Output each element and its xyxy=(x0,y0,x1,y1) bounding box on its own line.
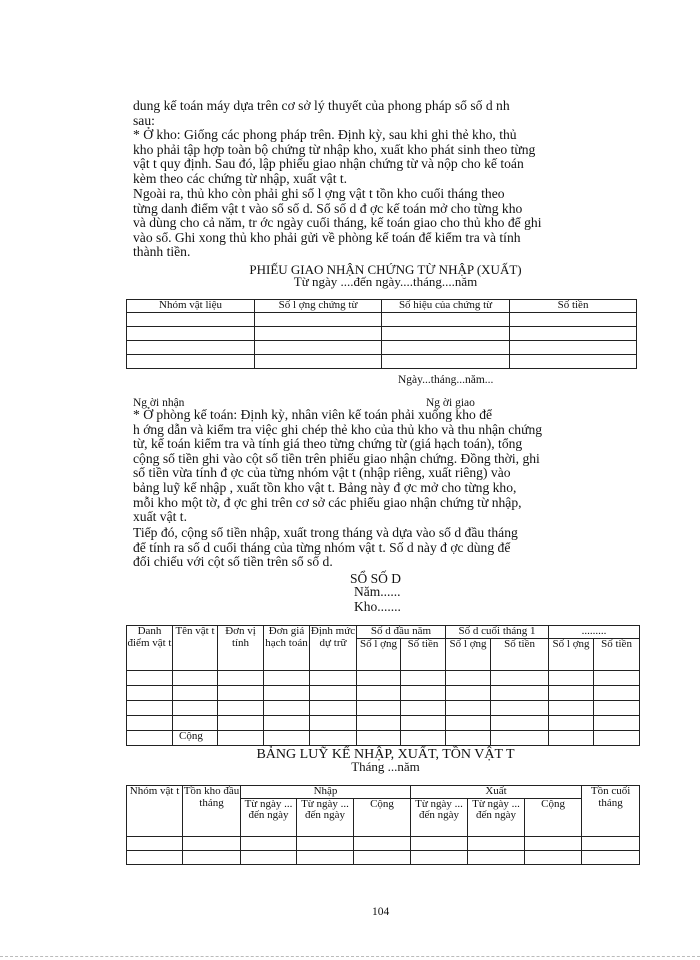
table-row xyxy=(127,700,640,715)
sub-cong: Cộng xyxy=(525,798,582,836)
form1-title: PHIẾU GIAO NHẬN CHỨNG TỪ NHẬP (XUẤT) xyxy=(249,262,522,277)
paragraph-warehouse: * Ở kho: Giống các phong pháp trên. Định kỳ, sau khi ghi thẻ kho, thủ kho phải tập hợp toàn bộ chứng từ nhập kho, xuất kho phát sinh theo từng vật t quy định. Sau đó, lập phiếu giao nhận chứng từ và nộp cho kế toán kèm theo các chứng từ nhập, xuất vật t. xyxy=(133,127,536,186)
table-row xyxy=(127,836,640,850)
paragraph-next: Tiếp đó, cộng số tiền nhập, xuất trong tháng và dựa vào số d đầu tháng để tính ra số d cuối tháng của từng nhóm vật t. Số d này đ ợc dùng để đối chiếu với cột số tiền trên sổ số d. xyxy=(133,525,518,570)
paragraph-accounting: * Ở phòng kế toán: Định kỳ, nhân viên kế toán phải xuống kho để h ớng dẫn và kiểm tra việc ghi chép thẻ kho của thủ kho và thu nhận chứng từ, kế toán kiểm tra và tính giá theo từng chứng từ (giá hạch toán), tổng cộng số tiền ghi vào cột số tiền trên phiếu giao nhận chứng. Đồng thời, ghi số tiền vừa tính đ ợc của từng nhóm vật t (nhập riêng, xuất riêng) vào bảng luỹ kế nhập , xuất tồn kho vật t. Bảng này đ ợc mở cho từng kho, mỗi kho một tờ, đ ợc ghi trên cơ sở các phiếu giao nhận chứng từ nhập, xuất vật t. xyxy=(133,407,543,525)
sub-tu-ngay: Từ ngày ... đến ngày xyxy=(297,798,354,836)
table-row xyxy=(127,313,637,327)
paragraph-additional: Ngoài ra, thủ kho còn phải ghi số l ợng vật t tồn kho cuối tháng theo từng danh điểm vật t vào sổ số d. Sổ số d đ ợc kế toán mở cho từng kho và dùng cho cả năm, tr ớc ngày cuối tháng, kế toán giao cho thủ kho để ghi vào sổ. Ghi xong thủ kho phải gửi về phòng kế toán để kiểm tra và tính thành tiền. xyxy=(133,186,542,260)
col-dinh-muc: Định mức dự trữ xyxy=(310,626,357,671)
form3-subtitle: Tháng ...năm xyxy=(351,759,420,774)
col-ten-vat-tu: Tên vật t xyxy=(173,626,218,671)
sub-tu-ngay: Từ ngày ... đến ngày xyxy=(241,798,297,836)
form3-title: BẢNG LUỸ KẾ NHẬP, XUẤT, TỒN VẬT T xyxy=(256,747,515,762)
sub-so-luong: Số l ợng xyxy=(357,638,401,670)
col-so-du-dau-nam: Số d đầu năm xyxy=(357,626,446,639)
form2-table xyxy=(126,625,640,746)
table-row xyxy=(127,355,637,369)
table-row xyxy=(127,327,637,341)
total-row xyxy=(127,730,640,745)
col-so-tien: Số tiền xyxy=(510,300,637,313)
col-nhom-vat-lieu: Nhóm vật liệu xyxy=(127,300,255,313)
sub-cong: Cộng xyxy=(354,798,411,836)
sub-tu-ngay: Từ ngày ... đến ngày xyxy=(468,798,525,836)
col-ton-kho-dau: Tồn kho đầu tháng xyxy=(183,786,241,837)
col-danh-diem: Danh điểm vật t xyxy=(127,626,173,671)
form3-table xyxy=(126,785,640,865)
form1-table xyxy=(126,299,637,369)
table-row xyxy=(127,670,640,685)
col-so-luong-chung-tu: Số l ợng chứng từ xyxy=(255,300,382,313)
table-row xyxy=(127,850,640,864)
col-dots: ......... xyxy=(549,626,640,639)
col-ton-cuoi: Tồn cuối tháng xyxy=(582,786,640,837)
table-row xyxy=(127,715,640,730)
form1-date-line: Ngày...tháng...năm... xyxy=(398,374,494,386)
form1-subtitle: Từ ngày ....đến ngày....tháng....năm xyxy=(293,274,478,289)
sub-so-tien: Số tiền xyxy=(594,638,640,670)
col-xuat: Xuất xyxy=(411,786,582,799)
total-label: Cộng xyxy=(173,730,218,745)
col-don-gia: Đơn giá hạch toán xyxy=(264,626,310,671)
form1-giver: Ng ời giao xyxy=(426,397,475,409)
sub-so-tien: Số tiền xyxy=(401,638,446,670)
sub-tu-ngay: Từ ngày ... đến ngày xyxy=(411,798,468,836)
page-number: 104 xyxy=(372,906,390,918)
form2-year: Năm...... xyxy=(354,584,401,599)
sub-so-luong: Số l ợng xyxy=(446,638,491,670)
page-edge-divider xyxy=(0,956,700,957)
col-nhom-vat-tu: Nhóm vật t xyxy=(127,786,183,837)
col-nhap: Nhập xyxy=(241,786,411,799)
sub-so-luong: Số l ợng xyxy=(549,638,594,670)
form2-warehouse: Kho....... xyxy=(354,599,401,614)
table-row xyxy=(127,685,640,700)
sub-so-tien: Số tiền xyxy=(491,638,549,670)
table-row xyxy=(127,341,637,355)
col-don-vi-tinh: Đơn vị tính xyxy=(218,626,264,671)
col-so-du-cuoi-thang: Số d cuối tháng 1 xyxy=(446,626,549,639)
col-so-hieu-chung-tu: Số hiệu của chứng từ xyxy=(382,300,510,313)
form2-title: SỔ SỐ D xyxy=(350,571,402,586)
form1-receiver: Ng ời nhận xyxy=(133,397,185,409)
paragraph-intro: dung kế toán máy dựa trên cơ sở lý thuyết của phong pháp sổ số d nh sau: xyxy=(133,98,510,128)
